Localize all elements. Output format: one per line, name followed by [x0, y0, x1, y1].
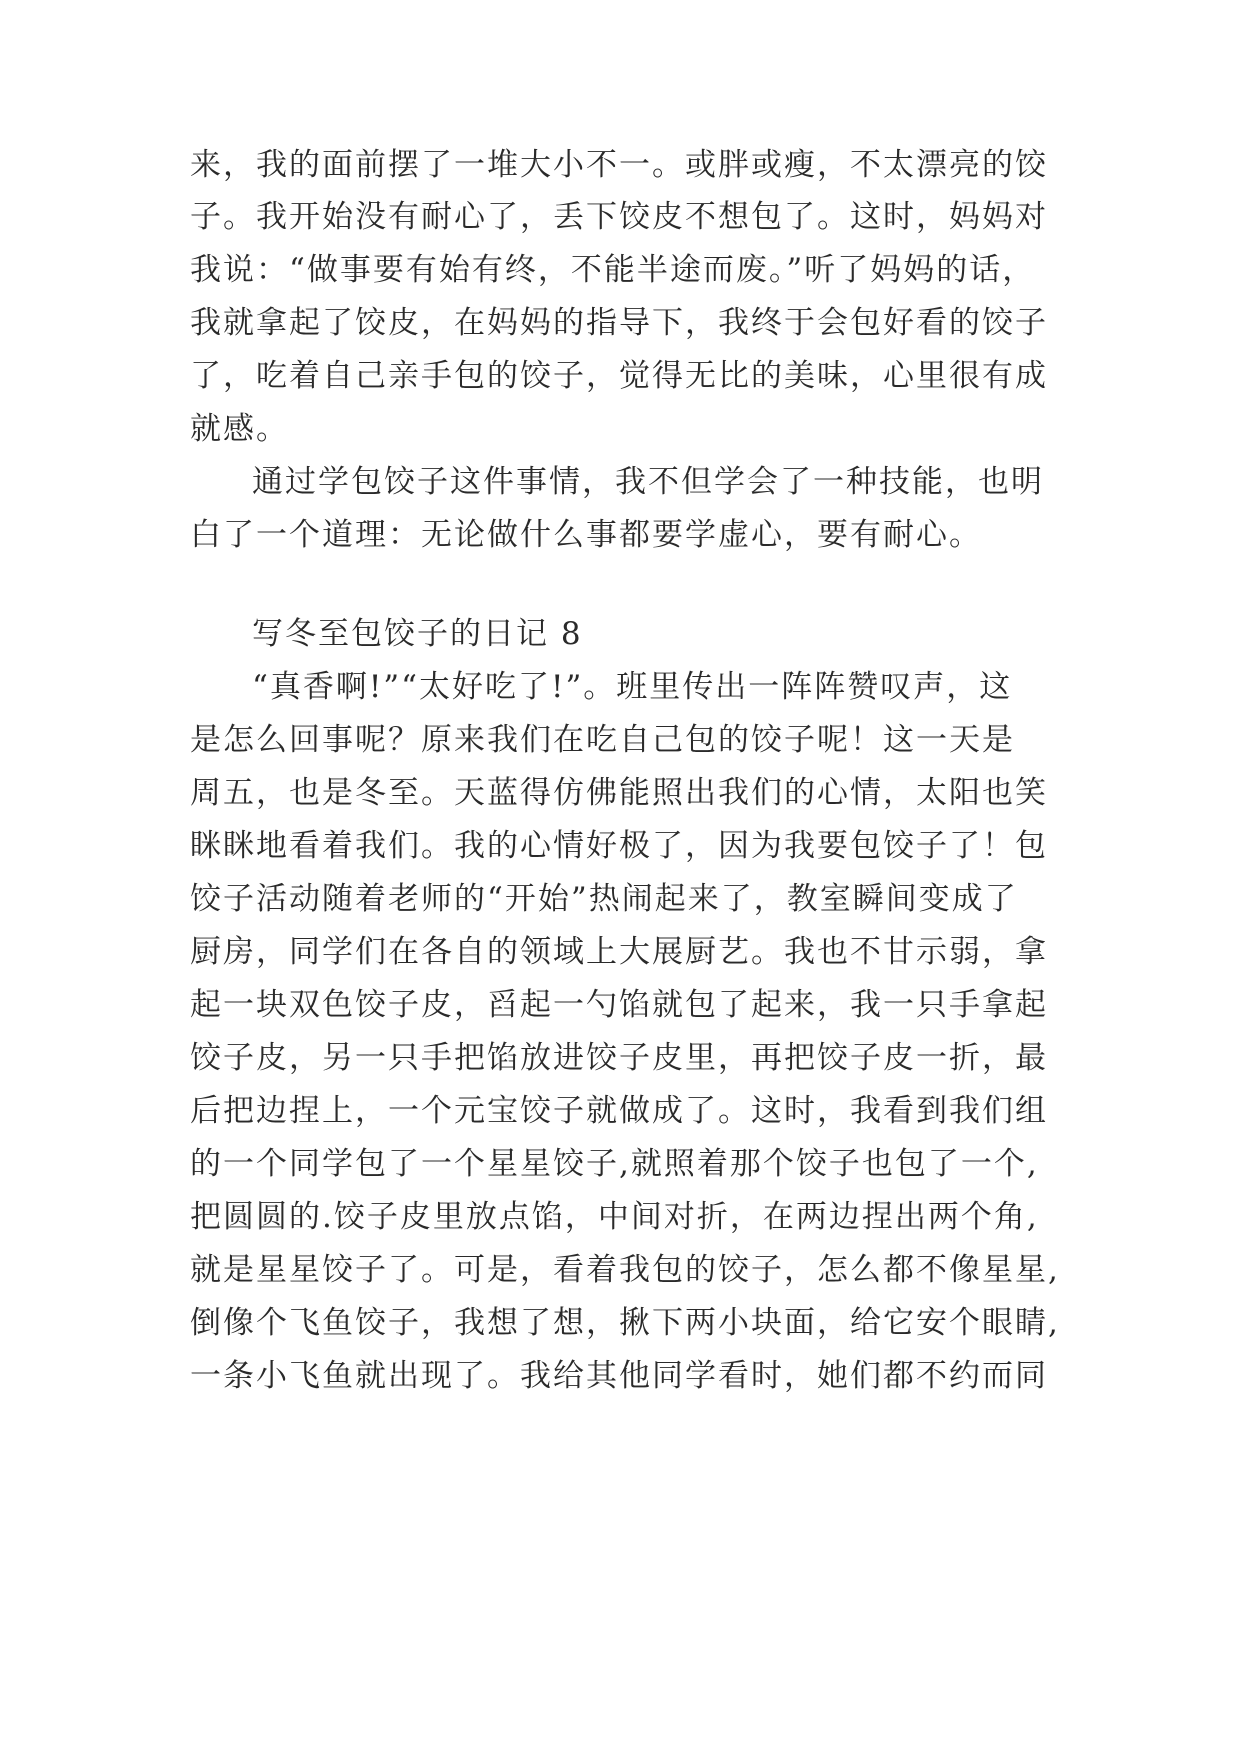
paragraph-3-line-9: 后把边捏上，一个元宝饺子就做成了。这时，我看到我们组 — [190, 1093, 1048, 1129]
paragraph-3-line-12: 就是星星饺子了。可是，看着我包的饺子，怎么都不像星星, — [190, 1252, 1060, 1288]
paragraph-3-line-2: 是怎么回事呢？原来我们在吃自己包的饺子呢！这一天是 — [190, 722, 1015, 758]
paragraph-3-line-14: 一条小飞鱼就出现了。我给其他同学看时，她们都不约而同 — [190, 1358, 1048, 1394]
paragraph-3-line-6: 厨房，同学们在各自的领域上大展厨艺。我也不甘示弱，拿 — [190, 934, 1048, 970]
paragraph-1-line-1: 来，我的面前摆了一堆大小不一。或胖或瘦，不太漂亮的饺 — [190, 147, 1048, 183]
paragraph-3-line-3: 周五，也是冬至。天蓝得仿佛能照出我们的心情，太阳也笑 — [190, 775, 1048, 811]
paragraph-3-line-5: 饺子活动随着老师的“开始”热闹起来了，教室瞬间变成了 — [190, 881, 1018, 917]
paragraph-3-line-13: 倒像个飞鱼饺子，我想了想，揪下两小块面，给它安个眼睛, — [190, 1305, 1060, 1341]
paragraph-1-line-3: 我说：“做事要有始有终，不能半途而废。”听了妈妈的话， — [190, 252, 1036, 288]
paragraph-1-line-5: 了，吃着自己亲手包的饺子，觉得无比的美味，心里很有成 — [190, 358, 1048, 394]
section-title: 写冬至包饺子的日记 8 — [252, 616, 583, 652]
paragraph-2-line-1: 通过学包饺子这件事情，我不但学会了一种技能，也明 — [252, 464, 1044, 500]
paragraph-3-line-4: 眯眯地看着我们。我的心情好极了，因为我要包饺子了！包 — [190, 828, 1048, 864]
paragraph-3-line-10: 的一个同学包了一个星星饺子,就照着那个饺子也包了一个, — [190, 1146, 1039, 1182]
paragraph-1-line-4: 我就拿起了饺皮，在妈妈的指导下，我终于会包好看的饺子 — [190, 305, 1048, 341]
paragraph-1-line-2: 子。我开始没有耐心了，丢下饺皮不想包了。这时，妈妈对 — [190, 199, 1048, 235]
paragraph-2-line-2: 白了一个道理：无论做什么事都要学虚心，要有耐心。 — [190, 517, 982, 553]
paragraph-3-line-8: 饺子皮，另一只手把馅放进饺子皮里，再把饺子皮一折，最 — [190, 1040, 1048, 1076]
paragraph-3-line-11: 把圆圆的.饺子皮里放点馅，中间对折，在两边捏出两个角, — [190, 1199, 1039, 1235]
paragraph-3-line-7: 起一块双色饺子皮，舀起一勺馅就包了起来，我一只手拿起 — [190, 987, 1048, 1023]
paragraph-1-line-6: 就感。 — [190, 411, 289, 447]
paragraph-3-line-1: “真香啊!”“太好吃了!”。班里传出一阵阵赞叹声，这 — [252, 669, 1013, 705]
